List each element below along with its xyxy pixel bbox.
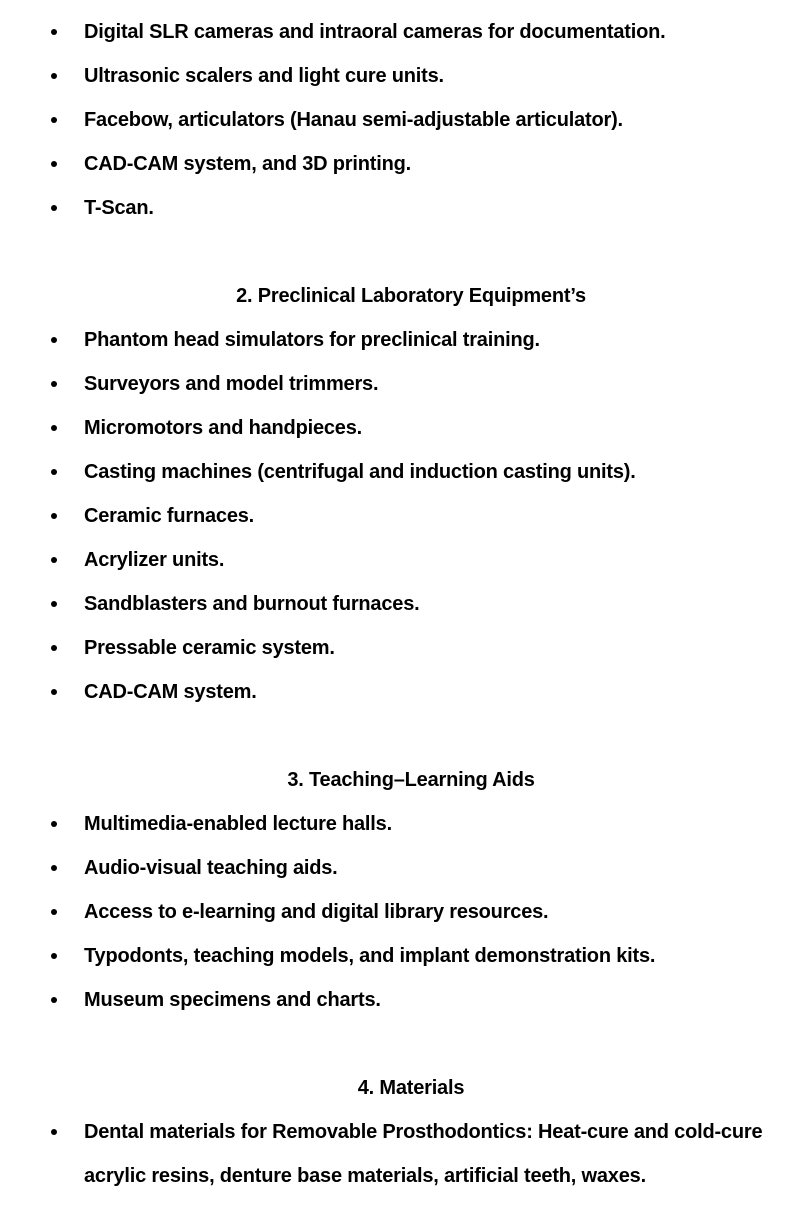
list-item-text: Micromotors and handpieces. — [84, 417, 362, 439]
list-item-text: Ceramic furnaces. — [84, 505, 255, 527]
list-item — [84, 318, 778, 362]
list-item-text: Typodonts, teaching models, and implant demonstration kits. — [84, 945, 656, 967]
list-item — [84, 10, 778, 54]
list-item — [84, 890, 778, 934]
list-item-text: Dental materials for Removable Prosthodontics: Heat-cure and cold-cure acrylic resins, denture base materials, artificial teeth, waxes. — [84, 1121, 763, 1187]
list-item — [84, 802, 778, 846]
list-item-text: Phantom head simulators for preclinical training. — [84, 329, 540, 351]
bullet-icon — [51, 337, 57, 343]
materials-list — [84, 1110, 778, 1198]
list-item-text: Surveyors and model trimmers. — [84, 373, 379, 395]
list-item-text: Access to e-learning and digital library resources. — [84, 901, 549, 923]
clinical-equipment-list — [84, 10, 778, 230]
list-item-text: Audio-visual teaching aids. — [84, 857, 338, 879]
bullet-icon — [51, 645, 57, 651]
bullet-icon — [51, 865, 57, 871]
section-heading-teaching-learning-aids: 3. Teaching–Learning Aids — [287, 769, 535, 791]
bullet-icon — [51, 689, 57, 695]
bullet-icon — [51, 425, 57, 431]
bullet-icon — [51, 601, 57, 607]
bullet-icon — [51, 29, 57, 35]
list-item — [84, 494, 778, 538]
bullet-icon — [51, 205, 57, 211]
teaching-learning-aids-list — [84, 802, 778, 1022]
list-item-text: Museum specimens and charts. — [84, 989, 381, 1011]
bullet-icon — [51, 117, 57, 123]
bullet-icon — [51, 821, 57, 827]
list-item — [84, 406, 778, 450]
list-item — [84, 362, 778, 406]
list-item-text: CAD-CAM system, and 3D printing. — [84, 153, 411, 175]
list-item — [84, 626, 778, 670]
bullet-icon — [51, 469, 57, 475]
bullet-icon — [51, 1129, 57, 1135]
list-item — [84, 54, 778, 98]
list-item-text: CAD-CAM system. — [84, 681, 257, 703]
list-item — [84, 98, 778, 142]
list-item — [84, 934, 778, 978]
list-item — [84, 978, 778, 1022]
list-item — [84, 582, 778, 626]
list-item — [84, 142, 778, 186]
list-item-text: Acrylizer units. — [84, 549, 225, 571]
bullet-icon — [51, 73, 57, 79]
preclinical-lab-equipment-list — [84, 318, 778, 714]
list-item — [84, 1110, 778, 1198]
list-item — [84, 846, 778, 890]
list-item-text: Casting machines (centrifugal and induction casting units). — [84, 461, 636, 483]
bullet-icon — [51, 909, 57, 915]
list-item-text: T-Scan. — [84, 197, 154, 219]
list-item — [84, 670, 778, 714]
list-item-text: Digital SLR cameras and intraoral cameras for documentation. — [84, 21, 666, 43]
list-item-text: Ultrasonic scalers and light cure units. — [84, 65, 444, 87]
list-item-text: Multimedia-enabled lecture halls. — [84, 813, 392, 835]
list-item-text: Sandblasters and burnout furnaces. — [84, 593, 420, 615]
list-item — [84, 538, 778, 582]
bullet-icon — [51, 381, 57, 387]
bullet-icon — [51, 513, 57, 519]
list-item — [84, 450, 778, 494]
list-item-text: Pressable ceramic system. — [84, 637, 335, 659]
list-item-text: Facebow, articulators (Hanau semi-adjustable articulator). — [84, 109, 623, 131]
bullet-icon — [51, 997, 57, 1003]
bullet-icon — [51, 161, 57, 167]
list-item — [84, 186, 778, 230]
bullet-icon — [51, 557, 57, 563]
section-heading-preclinical-laboratory-equipments: 2. Preclinical Laboratory Equipment’s — [236, 285, 586, 307]
bullet-icon — [51, 953, 57, 959]
section-heading-materials: 4. Materials — [357, 1077, 465, 1099]
